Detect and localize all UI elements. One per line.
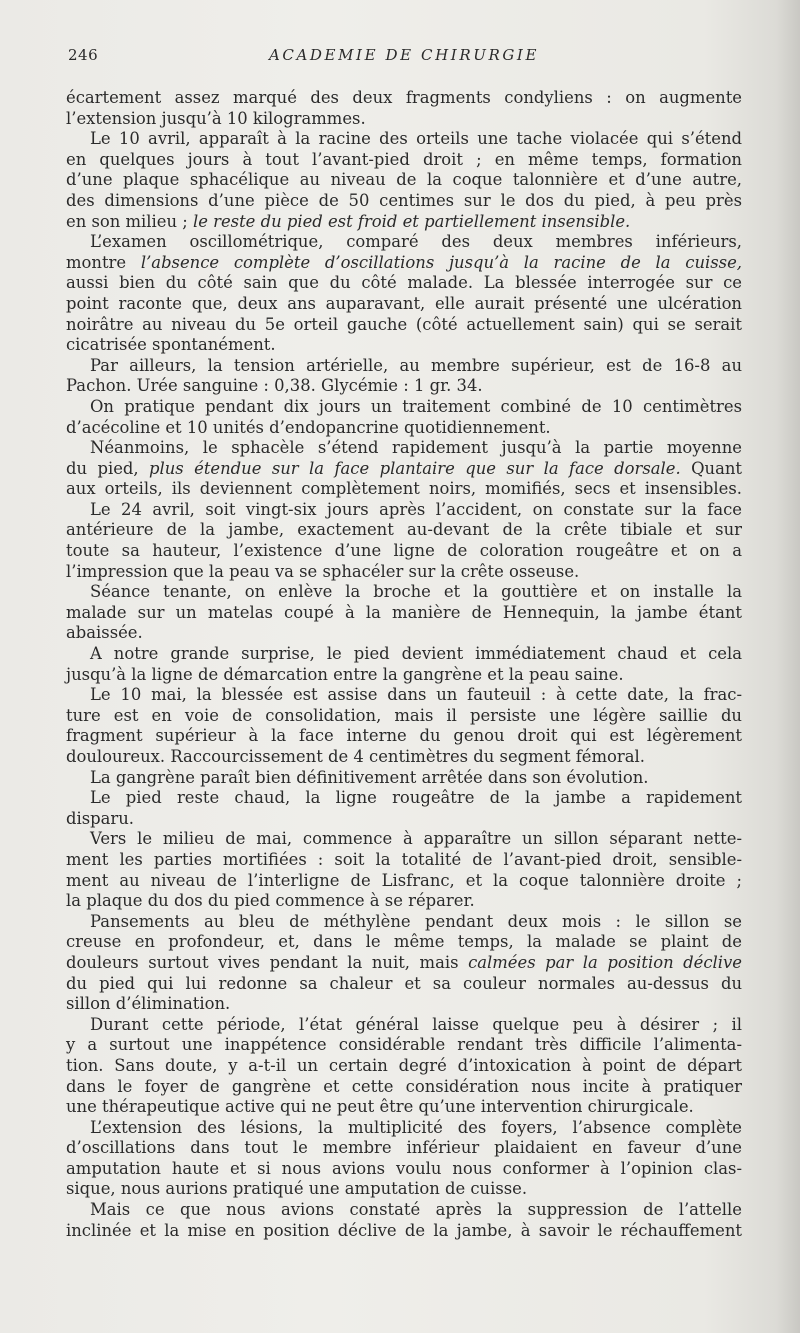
- text-line: amputation haute et si nous avions voulu nous conformer à l’opinion clas-: [66, 1158, 742, 1178]
- text-line: l’extension jusqu’à 10 kilogrammes.: [66, 108, 366, 128]
- text-line: Durant cette période, l’état général laisse quelque peu à désirer ; il: [90, 1014, 742, 1034]
- text-line: La gangrène paraît bien définitivement arrêtée dans son évolution.: [90, 767, 649, 787]
- text-line: fragment supérieur à la face interne du genou droit qui est légèrement: [66, 726, 742, 746]
- text-line: noirâtre au niveau du 5e orteil gauche (côté actuellement sain) qui se serait: [66, 314, 742, 334]
- text-line: abaissée.: [66, 623, 143, 643]
- text-line: tion. Sans doute, y a-t-il un certain degré d’intoxication à point de départ: [66, 1055, 742, 1075]
- text-line: du pied, plus étendue sur la face plantaire que sur la face dorsale. Quant: [66, 458, 742, 478]
- text-line: en son milieu ; le reste du pied est froid et partiellement insensible.: [66, 211, 631, 231]
- text-line: Pansements au bleu de méthylène pendant deux mois : le sillon se: [90, 911, 742, 931]
- text-line: d’une plaque sphacélique au niveau de la coque talonnière et d’une autre,: [66, 170, 742, 190]
- text-line: cicatrisée spontanément.: [66, 335, 276, 355]
- text-line: aussi bien du côté sain que du côté malade. La blessée interrogée sur ce: [66, 273, 742, 293]
- text-line: une thérapeutique active qui ne peut être qu’une intervention chirurgicale.: [66, 1097, 694, 1117]
- text-line: L’extension des lésions, la multiplicité des foyers, l’absence complète: [90, 1117, 742, 1137]
- text-line: d’acécoline et 10 unités d’endopancrine quotidiennement.: [66, 417, 551, 437]
- text-line: Le 10 mai, la blessée est assise dans un fauteuil : à cette date, la frac-: [90, 685, 742, 705]
- text-line: antérieure de la jambe, exactement au-devant de la crête tibiale et sur: [66, 520, 742, 540]
- text-line: sillon d’élimination.: [66, 994, 231, 1014]
- page-number: 246: [68, 46, 99, 64]
- text-line: Vers le milieu de mai, commence à apparaître un sillon séparant nette-: [90, 829, 742, 849]
- text-line: point raconte que, deux ans auparavant, elle aurait présenté une ulcération: [66, 293, 742, 313]
- text-line: On pratique pendant dix jours un traitement combiné de 10 centimètres: [90, 396, 742, 416]
- text-line: A notre grande surprise, le pied devient immédiatement chaud et cela: [90, 644, 742, 664]
- text-line: du pied qui lui redonne sa chaleur et sa couleur normales au-dessus du: [66, 973, 742, 993]
- text-line: malade sur un matelas coupé à la manière de Hennequin, la jambe étant: [66, 602, 742, 622]
- text-line: y a surtout une inappétence considérable rendant très difficile l’alimenta-: [66, 1035, 742, 1055]
- text-line: ture est en voie de consolidation, mais il persiste une légère saillie du: [66, 705, 742, 725]
- text-line: en quelques jours à tout l’avant-pied droit ; en même temps, formation: [66, 149, 742, 169]
- text-line: creuse en profondeur, et, dans le même temps, la malade se plaint de: [66, 932, 742, 952]
- text-line: Le 24 avril, soit vingt-six jours après l’accident, on constate sur la face: [90, 499, 742, 519]
- text-line: l’impression que la peau va se sphacéler sur la crête osseuse.: [66, 561, 580, 581]
- text-line: jusqu’à la ligne de démarcation entre la gangrène et la peau saine.: [66, 664, 624, 684]
- text-line: disparu.: [66, 808, 135, 828]
- text-line: Pachon. Urée sanguine : 0,38. Glycémie : 1 gr. 34.: [66, 376, 483, 396]
- text-line: L’examen oscillométrique, comparé des deux membres inférieurs,: [90, 232, 742, 252]
- text-line: la plaque du dos du pied commence à se réparer.: [66, 891, 475, 911]
- text-line: Séance tenante, on enlève la broche et la gouttière et on installe la: [90, 582, 742, 602]
- text-line: toute sa hauteur, l’existence d’une ligne de coloration rougeâtre et on a: [66, 541, 742, 561]
- text-line: ment au niveau de l’interligne de Lisfranc, et la coque talonnière droite ;: [66, 870, 742, 890]
- text-line: Mais ce que nous avions constaté après la suppression de l’attelle: [90, 1200, 742, 1220]
- text-line: inclinée et la mise en position déclive de la jambe, à savoir le réchauffement: [66, 1220, 742, 1240]
- text-line: des dimensions d’une pièce de 50 centimes sur le dos du pied, à peu près: [66, 190, 742, 210]
- body-text: [66, 88, 742, 1241]
- text-line: Le 10 avril, apparaît à la racine des orteils une tache violacée qui s’étend: [90, 129, 742, 149]
- running-title: ACADEMIE DE CHIRURGIE: [268, 46, 540, 64]
- text-line: sique, nous aurions pratiqué une amputation de cuisse.: [66, 1179, 528, 1199]
- text-line: ment les parties mortifiées : soit la totalité de l’avant-pied droit, sensible-: [66, 849, 742, 869]
- text-line: aux orteils, ils deviennent complètement noirs, momifiés, secs et insensibles.: [66, 479, 742, 499]
- text-line: montre l’absence complète d’oscillations jusqu’à la racine de la cuisse,: [66, 252, 742, 272]
- text-line: Le pied reste chaud, la ligne rougeâtre de la jambe a rapidement: [90, 788, 742, 808]
- text-line: douleurs surtout vives pendant la nuit, mais calmées par la position déclive: [66, 952, 742, 972]
- text-line: d’oscillations dans tout le membre inférieur plaidaient en faveur d’une: [66, 1138, 742, 1158]
- page-header: [68, 46, 740, 70]
- text-line: écartement assez marqué des deux fragments condyliens : on augmente: [66, 88, 742, 107]
- text-line: dans le foyer de gangrène et cette considération nous incite à pratiquer: [66, 1076, 742, 1096]
- text-line: Par ailleurs, la tension artérielle, au membre supérieur, est de 16-8 au: [90, 355, 742, 375]
- text-line: Néanmoins, le sphacèle s’étend rapidement jusqu’à la partie moyenne: [90, 438, 742, 458]
- text-line: douloureux. Raccourcissement de 4 centimètres du segment fémoral.: [66, 747, 645, 766]
